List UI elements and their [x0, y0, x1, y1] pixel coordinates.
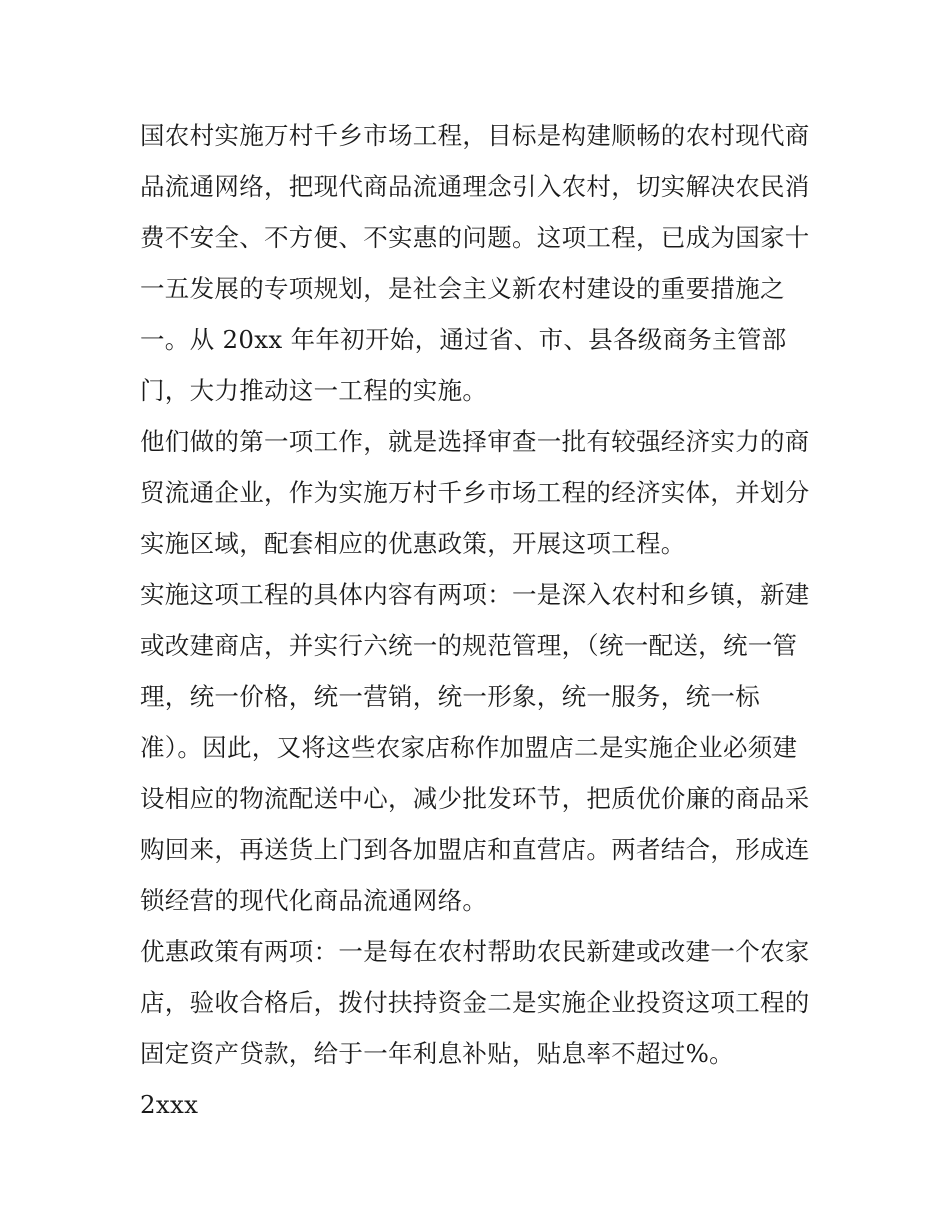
text-line-13: 准）。因此，又将这些农家店称作加盟店二是实施企业必须建	[140, 733, 798, 762]
text-line-17: 优惠政策有两项：一是每在农村帮助农民新建或改建一个农家	[140, 937, 810, 966]
text-line-18: 店，验收合格后，拨付扶持资金二是实施企业投资这项工程的	[140, 988, 810, 1017]
text-line-10: 实施这项工程的具体内容有两项：一是深入农村和乡镇，新建	[140, 580, 810, 609]
text-line-14: 设相应的物流配送中心，减少批发环节，把质优价廉的商品采	[140, 784, 810, 813]
document-body	[140, 110, 820, 1130]
text-line-3: 费不安全、不方便、不实惠的问题。这项工程，已成为国家十	[140, 223, 810, 252]
text-line-11: 或改建商店，并实行六统一的规范管理，（统一配送，统一管	[140, 631, 798, 660]
text-line-20: 2xxx	[140, 1090, 199, 1119]
text-line-16: 锁经营的现代化商品流通网络。	[140, 886, 488, 915]
text-line-2: 品流通网络，把现代商品流通理念引入农村，切实解决农民消	[140, 172, 810, 201]
text-line-1: 国农村实施万村千乡市场工程，目标是构建顺畅的农村现代商	[140, 121, 810, 150]
text-line-5: 一。从 20xx 年年初开始，通过省、市、县各级商务主管部	[140, 325, 787, 354]
text-line-4: 一五发展的专项规划，是社会主义新农村建设的重要措施之	[140, 274, 785, 303]
text-line-9: 实施区域，配套相应的优惠政策，开展这项工程。	[140, 529, 686, 558]
text-line-15: 购回来，再送货上门到各加盟店和直营店。两者结合，形成连	[140, 835, 810, 864]
text-line-7: 他们做的第一项工作，就是选择审查一批有较强经济实力的商	[140, 427, 810, 456]
text-line-8: 贸流通企业，作为实施万村千乡市场工程的经济实体，并划分	[140, 478, 810, 507]
text-line-12: 理，统一价格，统一营销，统一形象，统一服务，统一标	[140, 682, 760, 711]
text-line-19: 固定资产贷款，给于一年利息补贴，贴息率不超过%。	[140, 1039, 734, 1068]
text-line-6: 门，大力推动这一工程的实施。	[140, 376, 488, 405]
